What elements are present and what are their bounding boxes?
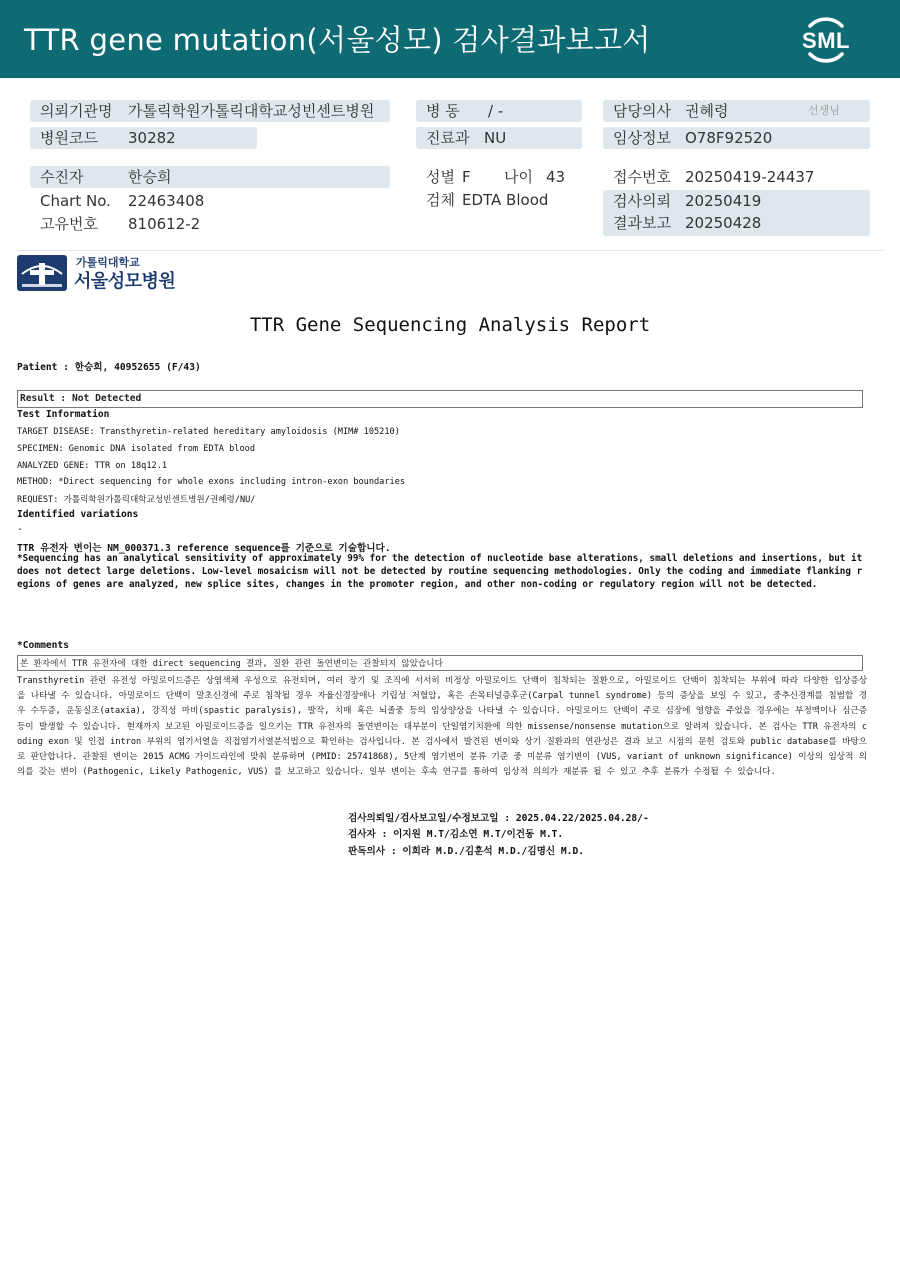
sex-age-row <box>416 166 596 188</box>
report-date-label: 결과보고 <box>613 214 671 232</box>
chart-value: 22463408 <box>128 192 205 210</box>
specimen-row <box>416 189 596 211</box>
unique-number-value: 810612-2 <box>128 215 201 233</box>
report-date-row <box>603 212 870 236</box>
analyzed-gene: ANALYZED GENE: TTR on 18q12.1 <box>17 461 168 471</box>
examiners-line: 검사자 : 이지원 M.T/김소연 M.T/이건동 M.T. <box>348 829 564 840</box>
comment-box <box>17 655 863 671</box>
department-value: NU <box>484 129 507 147</box>
comment-body: Transthyretin 관련 유전성 아밀로이드증은 상염색체 우성으로 유전되며, 여러 장기 및 조직에 서서히 비정상 아밀로이드 단백이 침착되는 질환으로, 아밀로이드 단백이 침착되는 부위에 따라 다양한 임상증상을 나타낼 수 있습니다. 아밀로이드 단백이 말초신경에 주로 침착될 경우 자율신경장애나 기립성 저혈압, 혹은 손목터널증후군(Carpal tunnel syndrome) 등의 증상을 보일 수 있고, 중추신경계를 침범할 경우 수두증, 운동실조(ataxia), 강직성 마비(spastic paralysis), 발작, 치매 혹은 뇌졸중 등의 임상양상을 나타낼 수 있습니다. 아밀로이드 단백이 주로 심장에 영향을 주었을 경우에는 부정맥이나 심근증 등이 발생할 수 있습니다. 현재까지 보고된 아밀로이드증을 일으키는 TTR 유전자의 돌연변이는 대부분이 단일염기치환에 의한 missense/nonsense mutation으로 알려져 있습니다. 본 검사는 TTR 유전자의 coding exon 및 인접 intron 부위의 염기서열을 직접염기서열분석법으로 확인하는 검사입니다. 본 검사에서 발견된 변이와 상기 질환과의 연관성은 결과 보고 시점의 문헌 검토와 public database를 바탕으로 판단합니다. 관찰된 변이는 2015 ACMG 가이드라인에 맞춰 분류하며 (PMID: 25741868), 5단계 염기변이 분류 기준 중 미분류 염기변이 (VUS, variant of unknown significance) 이상의 임상적 의의를 갖는 변이 (Pathogenic, Likely Pathogenic, VUS) 를 보고하고 있습니다. 일부 변이는 후속 연구를 통하여 임상적 의의가 재분류 될 수 있고 추후 분류가 수정될 수 있습니다. <box>17 676 867 778</box>
age-label: 나이 <box>504 168 533 186</box>
dates-line: 검사의뢰일/검사보고일/수정보고일 : 2025.04.22/2025.04.28/- <box>348 813 649 824</box>
doctor-label: 담당의사 <box>613 102 671 120</box>
patient-line: Patient : 한승희, 40952655 (F/43) <box>17 362 201 373</box>
hospital-logo <box>16 252 216 296</box>
department-label: 진료과 <box>426 129 470 147</box>
request-date-row <box>603 190 870 212</box>
hospital-logo-university: 가톨릭대학교 <box>76 256 140 269</box>
request-date-label: 검사의뢰 <box>613 192 671 210</box>
sex-label: 성별 <box>426 168 455 186</box>
ward-label: 병 동 <box>426 102 460 120</box>
section-divider <box>16 250 884 251</box>
specimen-label: 검체 <box>426 191 455 209</box>
report-title: TTR Gene Sequencing Analysis Report <box>249 314 651 336</box>
institution-row <box>30 100 390 122</box>
sex-value: F <box>462 168 471 186</box>
variations-value: - <box>17 524 23 535</box>
hospital-logo-name: 서울성모병원 <box>74 271 176 292</box>
report-header <box>0 0 900 78</box>
ward-row <box>416 100 582 122</box>
variations-heading: Identified variations <box>17 509 139 520</box>
hospital-emblem-icon <box>16 254 68 292</box>
institution-value: 가톨릭학원가톨릭대학교성빈센트병원 <box>128 102 375 120</box>
doctor-value: 권혜령 <box>685 102 729 120</box>
hospital-code-row <box>30 127 257 149</box>
ward-value: / - <box>488 102 504 120</box>
patient-value: 한승희 <box>128 168 172 186</box>
test-info-heading: Test Information <box>17 409 110 420</box>
target-disease: TARGET DISEASE: Transthyretin-related hereditary amyloidosis (MIM# 105210) <box>17 427 400 437</box>
clinical-info-row <box>603 127 870 149</box>
method-line: METHOD: *Direct sequencing for whole exons including intron-exon boundaries <box>17 477 406 487</box>
specimen-value: EDTA Blood <box>462 191 549 209</box>
comments-heading: *Comments <box>17 640 69 651</box>
patient-row <box>30 166 390 188</box>
result-text: Result : Not Detected <box>20 393 142 404</box>
sml-logo <box>796 12 856 68</box>
chart-row <box>30 190 390 212</box>
clinical-info-value: O78F92520 <box>685 129 773 147</box>
receipt-label: 접수번호 <box>613 168 671 186</box>
hospital-code-label: 병원코드 <box>40 129 98 147</box>
receipt-row <box>603 166 870 188</box>
result-box <box>17 390 863 408</box>
institution-label: 의뢰기관명 <box>40 102 113 120</box>
sequencing-disclaimer: *Sequencing has an analytical sensitivity of approximately 99% for the detection of nucleotide base alterations, small deletions and insertions, but it does not detect large deletions. Low-level mosaicism will not be detected by routine sequencing methodologies. Only the coding and immediate flanking regions of genes are analyzed, new splice sites, changes in the promoter region, and other non-coding or regulatory region will not be detected. <box>17 553 863 590</box>
report-date-value: 20250428 <box>685 214 762 232</box>
specimen-line: SPECIMEN: Genomic DNA isolated from EDTA blood <box>17 444 255 454</box>
patient-label: 수진자 <box>40 168 84 186</box>
unique-number-label: 고유번호 <box>40 215 98 233</box>
supervisors-line: 판독의사 : 이희라 M.D./김훈석 M.D./김명신 M.D. <box>348 846 584 857</box>
request-line: REQUEST: 가톨릭학원가톨릭대학교성빈센트병원/권혜령/NU/ <box>17 495 256 505</box>
hospital-code-value: 30282 <box>128 129 176 147</box>
reference-note: TTR 유전자 변이는 NM_000371.3 reference sequence를 기준으로 기술합니다. <box>17 543 391 554</box>
clinical-info-label: 임상정보 <box>613 129 671 147</box>
chart-label: Chart No. <box>40 192 111 210</box>
request-date-value: 20250419 <box>685 192 762 210</box>
receipt-value: 20250419-24437 <box>685 168 815 186</box>
department-row <box>416 127 582 149</box>
comment-box-text: 본 환자에서 TTR 유전자에 대한 direct sequencing 결과, 질환 관련 돌연변이는 관찰되지 않았습니다 <box>20 659 443 669</box>
report-header-title: TTR gene mutation(서울성모) 검사결과보고서 <box>24 23 651 57</box>
doctor-row <box>603 100 870 122</box>
unique-number-row <box>30 213 390 235</box>
sml-logo-text: SML <box>802 28 850 53</box>
age-value: 43 <box>546 168 566 186</box>
doctor-suffix: 선생님 <box>808 104 840 117</box>
